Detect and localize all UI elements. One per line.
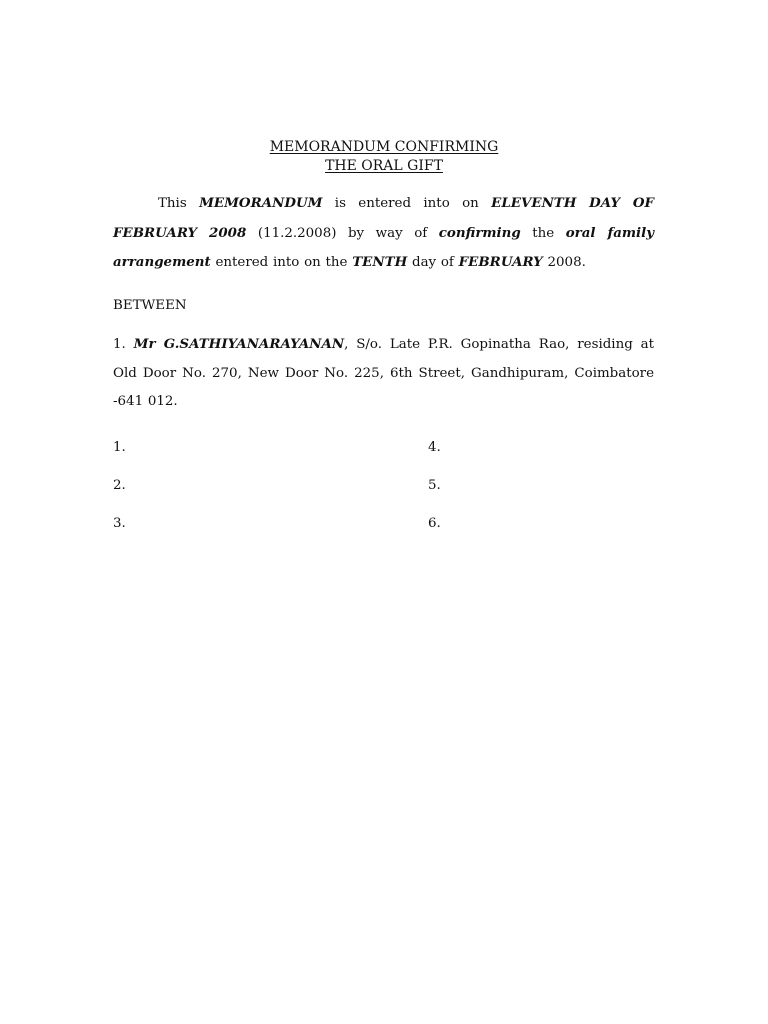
intro-emphasis: FEBRUARY <box>458 254 543 270</box>
intro-emphasis: MEMORANDUM <box>199 195 323 211</box>
intro-text: (11.2.2008) by way of <box>246 225 439 241</box>
intro-emphasis: oral family arrangement <box>113 224 655 270</box>
title-line-2: THE ORAL GIFT <box>325 158 443 174</box>
intro-emphasis: ELEVENTH DAY OF FEBRUARY 2008 <box>113 195 654 241</box>
party-number: 1. <box>113 337 134 352</box>
document-title <box>0 138 768 176</box>
intro-emphasis: TENTH <box>352 254 408 270</box>
witness-number-6: 6. <box>428 516 441 531</box>
intro-text: is entered into on <box>322 196 492 211</box>
intro-text: day of <box>407 255 459 270</box>
intro-emphasis: confirming <box>438 224 521 241</box>
witness-number-3: 3. <box>113 516 126 531</box>
intro-text: 2008. <box>542 255 586 270</box>
title-line-1: MEMORANDUM CONFIRMING <box>269 139 499 155</box>
party-paragraph <box>113 330 654 417</box>
witness-number-4: 4. <box>428 440 441 455</box>
intro-text: the <box>520 225 566 241</box>
intro-text: entered into on the <box>210 255 353 270</box>
between-heading: BETWEEN <box>113 298 187 313</box>
witness-number-2: 2. <box>113 478 126 493</box>
witness-number-5: 5. <box>428 478 441 493</box>
witness-number-1: 1. <box>113 440 126 455</box>
intro-text: This <box>158 196 200 211</box>
party-details: , S/o. Late P.R. Gopinatha Rao, residing at Old Door No. 270, New Door No. 225, 6th Street, Gandhipuram, Coimbatore -641 012. <box>113 337 654 409</box>
intro-paragraph <box>113 189 654 278</box>
party-name: Mr G.SATHIYANARAYANAN <box>133 336 345 352</box>
